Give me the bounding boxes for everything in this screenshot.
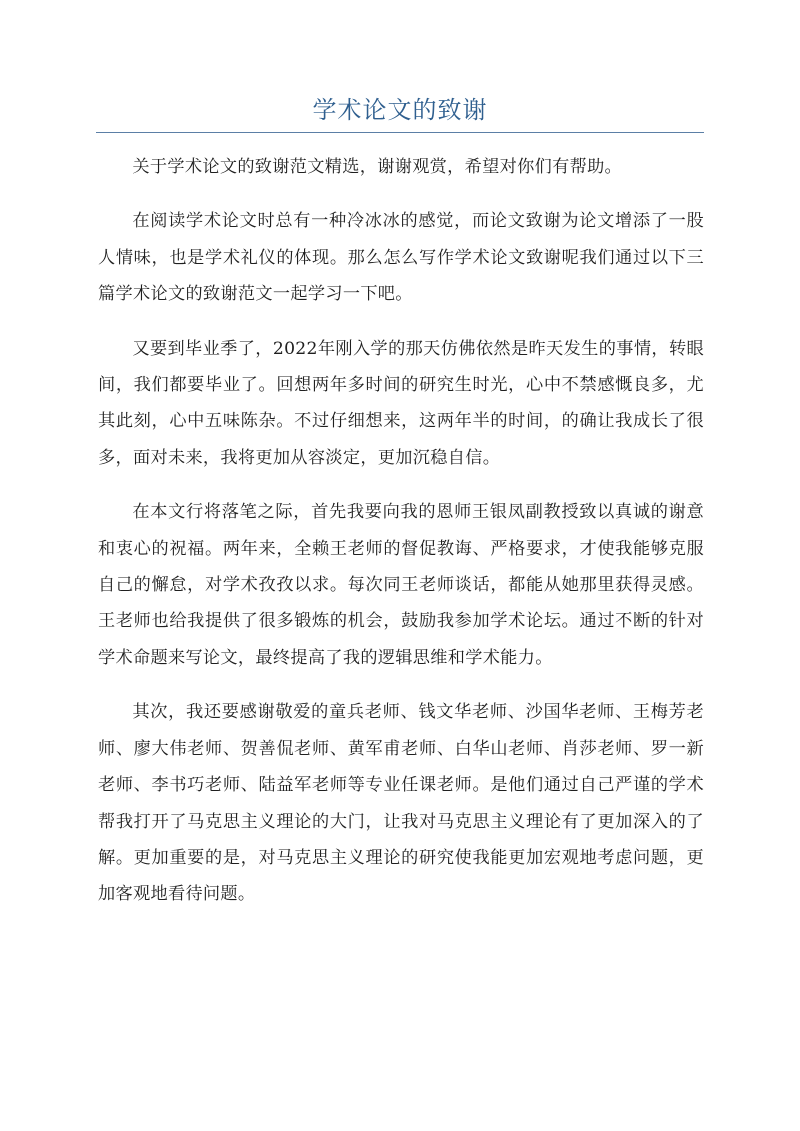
paragraph-reading: 在阅读学术论文时总有一种冷冰冰的感觉，而论文致谢为论文增添了一股人情味，也是学术礼仪的体现。那么怎么写作学术论文致谢呢我们通过以下三篇学术论文的致谢范文一起学习一下吧。	[98, 211, 704, 305]
page-title: 学术论文的致谢	[312, 96, 488, 124]
document-body	[98, 149, 704, 931]
title-divider	[96, 132, 704, 133]
paragraph-teachers-thanks: 其次，我还要感谢敬爱的童兵老师、钱文华老师、沙国华老师、王梅芳老师、廖大伟老师、贺善侃老师、黄军甫老师、白华山老师、肖莎老师、罗一新老师、李书巧老师、陆益军老师等专业任课老师。是他们通过自己严谨的学术帮我打开了马克思主义理论的大门，让我对马克思主义理论有了更加深入的了解。更加重要的是，对马克思主义理论的研究使我能更加宏观地考虑问题，更加客观地看待问题。	[98, 702, 704, 905]
paragraph-intro: 关于学术论文的致谢范文精选，谢谢观赏，希望对你们有帮助。	[132, 157, 623, 177]
paragraph-advisor-thanks: 在本文行将落笔之际，首先我要向我的恩师王银凤副教授致以真诚的谢意和衷心的祝福。两年来，全赖王老师的督促教诲、严格要求，才使我能够克服自己的懈怠，对学术孜孜以求。每次同王老师谈话，都能从她那里获得灵感。王老师也给我提供了很多锻炼的机会，鼓励我参加学术论坛。通过不断的针对学术命题来写论文，最终提高了我的逻辑思维和学术能力。	[98, 502, 704, 668]
paragraph-graduation: 又要到毕业季了，2022年刚入学的那天仿佛依然是昨天发生的事情，转眼间，我们都要毕业了。回想两年多时间的研究生时光，心中不禁感慨良多，尤其此刻，心中五味陈杂。不过仔细想来，这两年半的时间，的确让我成长了很多，面对未来，我将更加从容淡定，更加沉稳自信。	[98, 338, 704, 468]
